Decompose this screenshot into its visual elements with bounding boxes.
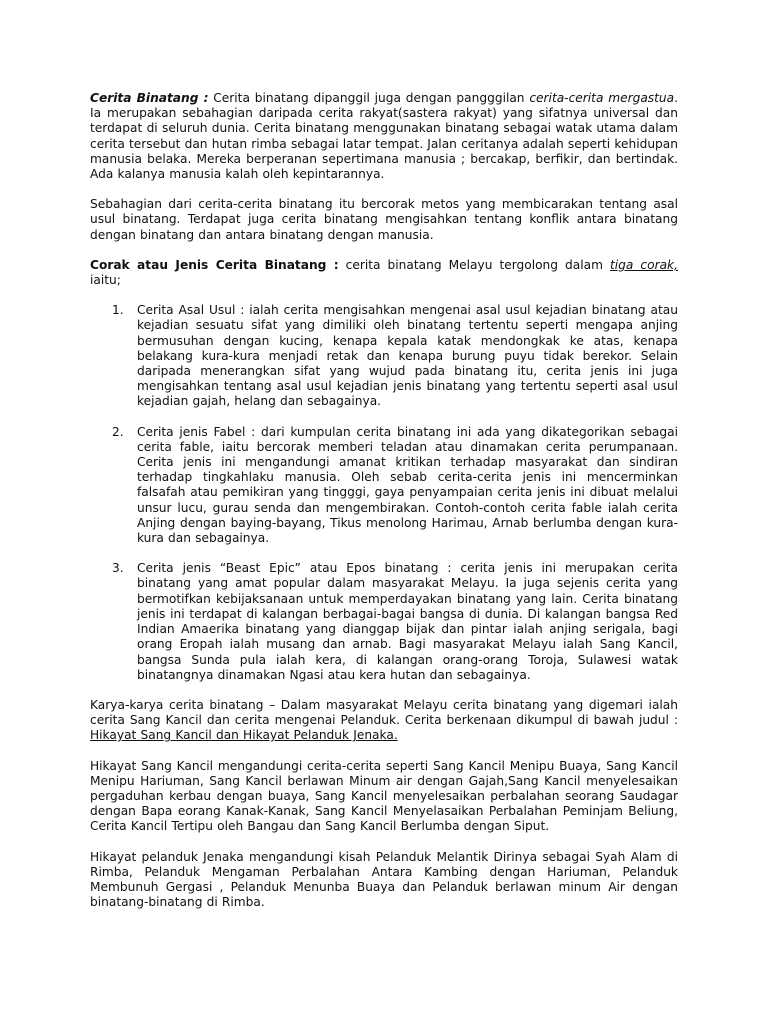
- karya-text: Karya-karya cerita binatang – Dalam masyarakat Melayu cerita binatang yang digemari ialah cerita Sang Kancil dan cerita mengenai Pelanduk. Cerita berkenaan dikumpul di bawah judul :: [90, 697, 678, 728]
- intro-text-a: Cerita binatang dipanggil juga dengan pangggilan: [208, 91, 530, 105]
- tiga-corak-link[interactable]: tiga corak,: [610, 257, 678, 272]
- list-spacer: [90, 410, 678, 425]
- list-item: [90, 425, 678, 547]
- list-text: Cerita jenis Fabel : dari kumpulan cerita binatang ini ada yang dikategorikan sebagai cerita fable, iaitu bercorak memberi teladan atau dinamakan cerita perumpanaan. Cerita jenis ini mengandungi amanat kritikan terhadap masyarakat dan sindiran terhadap tingkahlaku manusia. Oleh sebab cerita-cerita jenis ini mencerminkan falsafah atau pemikiran yang tingggi, gaya penyampaian cerita jenis ini dibuat melalui unsur lucu, gurau senda dan mengembirakan. Contoh-contoh cerita fable ialah cerita Anjing dengan baying-bayang, Tikus menolong Harimau, Arnab berlumba dengan kura-kura dan sebagainya.: [137, 424, 678, 546]
- hikayat-link[interactable]: Hikayat Sang Kancil dan Hikayat Pelanduk Jenaka.: [90, 728, 398, 743]
- origin-paragraph: Sebahagian dari cerita-cerita binatang itu bercorak metos yang membicarakan tentang asal usul binatang. Terdapat juga cerita binatang mengisahkan tentang konflik antara binatang dengan binatang dan antara binatang dengan manusia.: [90, 197, 678, 242]
- list-text: Cerita jenis “Beast Epic” atau Epos binatang : cerita jenis ini merupakan cerita binatang yang amat popular dalam masyarakat Melayu. Ia juga sejenis cerita yang bermotifkan kebijaksanaan untuk memperdayakan binatang yang lain. Cerita binatang jenis ini terdapat di kalangan berbagai-bagai bangsa di dunia. Di kalangan bangsa Red Indian Amaerika binatang yang dianggap bijak dan pintar ialah anjing serigala, bagi orang Eropah ialah musang dan arnab. Bagi masyarakat Melayu ialah Sang Kancil, bangsa Sunda pula ialah kera, di kalangan orang-orang Toroja, Sulawesi watak binatangnya dinamakan Ngasi atau kera hutan dan sebagainya.: [137, 561, 678, 682]
- corak-heading: Corak atau Jenis Cerita Binatang :: [90, 257, 339, 272]
- kancil-paragraph: Hikayat Sang Kancil mengandungi cerita-cerita seperti Sang Kancil Menipu Buaya, Sang Kancil Menipu Hariuman, Sang Kancil berlawan Minum air dengan Gajah,Sang Kancil menyelesaikan pergaduhan kerbau dengan buaya, Sang Kancil menyelesaikan perbalahan seorang Saudagar dengan Bapa eorang Kanak-Kanak, Sang Kancil Menyelasaikan Perbalahan Peminjam Beliung, Cerita Kancil Tertipu oleh Bangau dan Sang Kancil Berlumba dengan Siput.: [90, 758, 678, 834]
- intro-text-b: . Ia merupakan sebahagian daripada cerita rakyat(sastera rakyat) yang sifatnya universal dan terdapat di seluruh dunia. Cerita binatang menggunakan binatang sebagai watak utama dalam cerita tersebut dan hutan rimba sebagai latar tempat. Jalan ceritanya adalah seperti kehidupan manusia belaka. Mereka berperanan sepertimana manusia ; bercakap, berfikir, dan bertindak. Ada kalanya manusia kalah oleh kepintarannya.: [90, 91, 679, 182]
- intro-paragraph: [90, 91, 678, 182]
- karya-paragraph: [90, 698, 678, 744]
- list-number: 2.: [112, 424, 124, 439]
- list-text: Cerita Asal Usul : ialah cerita mengisahkan mengenai asal usul kejadian binatang atau kejadian sesuatu sifat yang dimiliki oleh binatang tertentu seperti mengapa anjing bermusuhan dengan kucing, kenapa kepala katak mendongkak ke atas, kenapa belakang kura-kura menjadi retak dan kenapa burung puyu tidak berekor. Selain daripada menerangkan sifat yang wujud pada binatang itu, cerita jenis ini juga mengisahkan tentang asal usul kejadian jenis binatang yang tertentu seperti asal usul kejadian gajah, helang dan sebagainya.: [137, 303, 678, 409]
- list-item: [90, 561, 678, 683]
- list-spacer: [90, 546, 678, 561]
- document-page: [90, 91, 678, 910]
- corak-paragraph: [90, 258, 678, 288]
- list-item: [90, 303, 678, 409]
- list-number: 3.: [112, 561, 124, 576]
- intro-heading: Cerita Binatang :: [90, 91, 209, 105]
- corak-text-a: cerita binatang Melayu tergolong dalam: [338, 257, 611, 272]
- pelanduk-paragraph: Hikayat pelanduk Jenaka mengandungi kisah Pelanduk Melantik Dirinya sebagai Syah Alam di Rimba, Pelanduk Mengaman Perbalahan Antara Kambing dengan Hariuman, Pelanduk Membunuh Gergasi , Pelanduk Menunba Buaya dan Pelanduk berlawan minum Air dengan binatang-binatang di Rimba.: [90, 849, 678, 910]
- corak-text-b: iaitu;: [90, 273, 121, 288]
- list-number: 1.: [112, 303, 124, 318]
- intro-term: cerita-cerita mergastua: [529, 91, 675, 105]
- corak-list: [90, 303, 678, 683]
